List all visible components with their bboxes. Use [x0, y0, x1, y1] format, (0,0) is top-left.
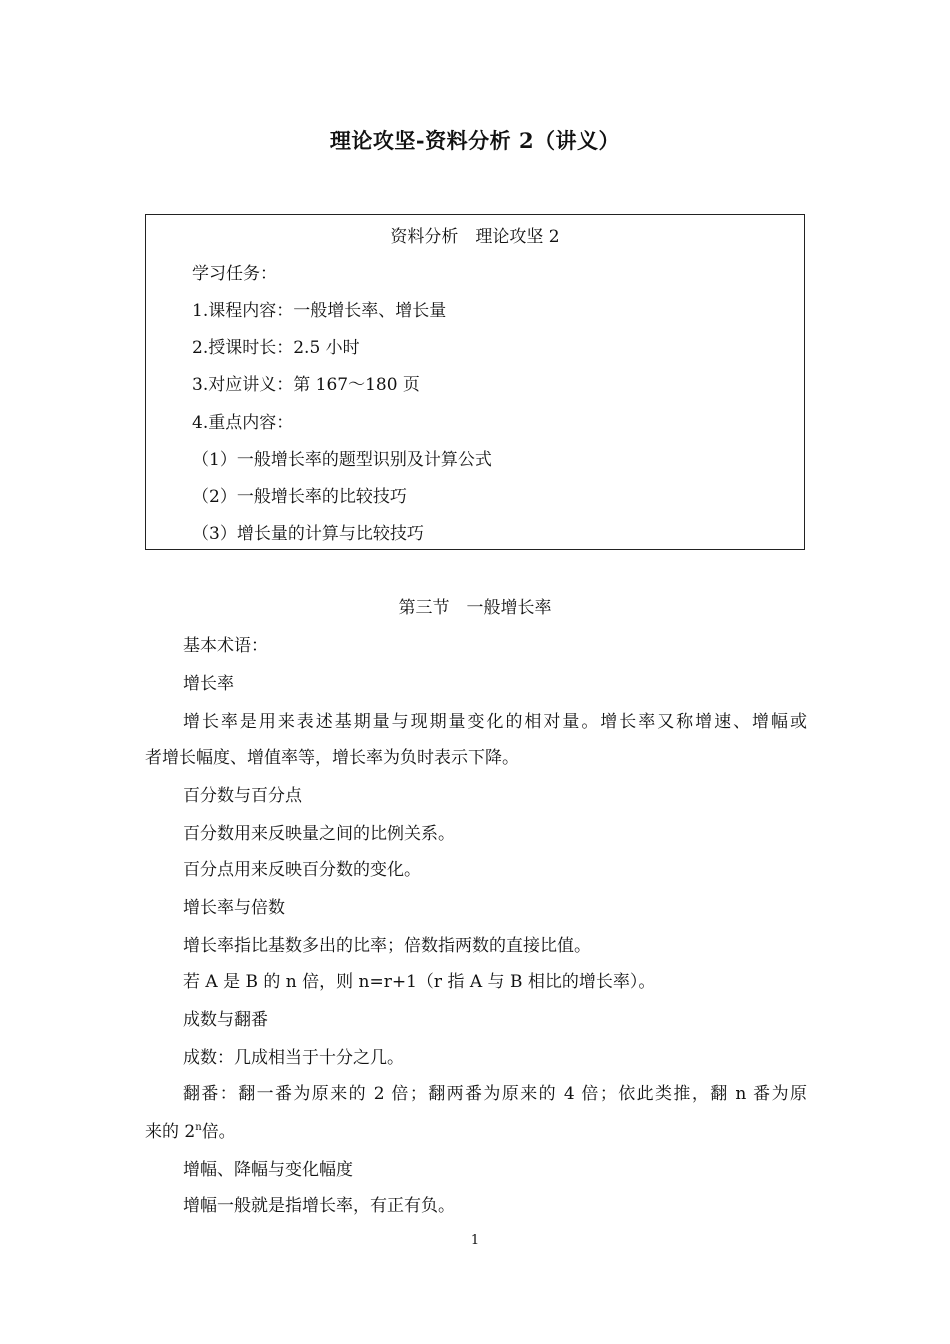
- task-line-label: 学习任务：: [192, 264, 277, 284]
- multiple-paragraph-1: 增长率指比基数多出的比率；倍数指两数的直接比值。: [183, 936, 591, 956]
- growth-rate-paragraph-line-2: 者增长幅度、增值率等，增长率为负时表示下降。: [145, 748, 519, 768]
- tenth-paragraph: 成数：几成相当于十分之几。: [183, 1048, 404, 1068]
- double-text-exponent: n: [195, 1122, 202, 1133]
- task-key-point-3: （3）增长量的计算与比较技巧: [192, 524, 424, 544]
- double-paragraph-line-2: [145, 1120, 236, 1144]
- basic-terms-label: 基本术语：: [183, 636, 268, 656]
- multiple-paragraph-2: 若 A 是 B 的 n 倍，则 n=r+1（r 指 A 与 B 相比的增长率）。: [183, 972, 656, 992]
- growth-rate-heading: 增长率: [183, 674, 234, 694]
- amplitude-paragraph: 增幅一般就是指增长率，有正有负。: [183, 1196, 455, 1216]
- task-key-point-2: （2）一般增长率的比较技巧: [192, 487, 407, 507]
- page-number: 1: [470, 1233, 480, 1248]
- document-title: 理论攻坚-资料分析 2（讲义）: [329, 128, 621, 153]
- task-line-handout-pages: 3.对应讲义：第 167～180 页: [192, 375, 420, 395]
- task-line-course-content: 1.课程内容：一般增长率、增长量: [192, 301, 447, 321]
- double-text-suffix: 倍。: [201, 1122, 236, 1142]
- task-box-header: 资料分析 理论攻坚 2: [390, 227, 560, 247]
- growth-rate-paragraph-line-1: 增长率是用来表述基期量与现期量变化的相对量。增长率又称增速、增幅或: [183, 712, 807, 732]
- percent-heading: 百分数与百分点: [183, 786, 302, 806]
- percent-paragraph-2: 百分点用来反映百分数的变化。: [183, 860, 421, 880]
- double-text-prefix: 来的 2: [145, 1122, 196, 1142]
- tenth-heading: 成数与翻番: [183, 1010, 268, 1030]
- section-heading: 第三节 一般增长率: [398, 598, 552, 618]
- percent-paragraph-1: 百分数用来反映量之间的比例关系。: [183, 824, 455, 844]
- task-line-duration: 2.授课时长：2.5 小时: [192, 338, 360, 358]
- learning-task-box: [145, 214, 805, 550]
- task-line-key-content: 4.重点内容：: [192, 413, 294, 433]
- multiple-heading: 增长率与倍数: [183, 898, 285, 918]
- double-paragraph-line-1: 翻番：翻一番为原来的 2 倍；翻两番为原来的 4 倍；依此类推，翻 n 番为原: [183, 1084, 807, 1104]
- task-key-point-1: （1）一般增长率的题型识别及计算公式: [192, 450, 492, 470]
- amplitude-heading: 增幅、降幅与变化幅度: [183, 1160, 353, 1180]
